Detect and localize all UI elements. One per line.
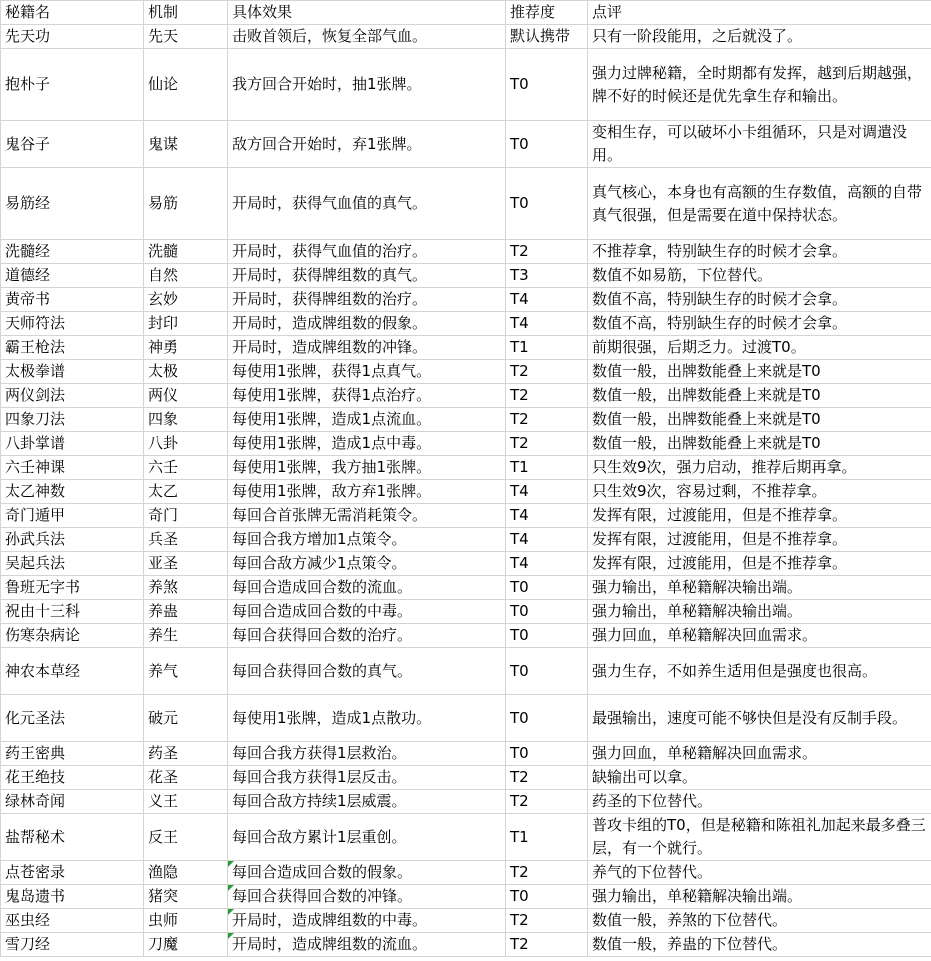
comment-cell[interactable]: 最强输出，速度可能不够快但是没有反制手段。 [588,695,931,742]
mechanism-cell[interactable]: 洗髓 [144,240,228,264]
header-row [1,1,931,25]
comment-indicator-icon [228,909,234,915]
recommendation-cell[interactable]: T0 [506,742,588,766]
comment-cell[interactable]: 真气核心，本身也有高额的生存数值，高额的自带真气很强，但是需要在道中保持状态。 [588,168,931,240]
recommendation-cell[interactable]: T2 [506,861,588,885]
recommendation-cell[interactable]: T0 [506,49,588,121]
book-name-cell[interactable]: 盐帮秘术 [1,814,144,861]
effect-cell[interactable]: 每回合敌方累计1层重创。 [228,814,506,861]
table-row [1,766,931,790]
table-row [1,576,931,600]
recommendation-cell[interactable]: T2 [506,240,588,264]
effect-text: 每回合获得回合数的冲锋。 [232,887,413,905]
book-name-cell[interactable]: 两仪剑法 [1,384,144,408]
mechanism-cell[interactable]: 玄妙 [144,288,228,312]
comment-cell[interactable]: 强力回血，单秘籍解决回血需求。 [588,742,931,766]
effect-cell[interactable]: 每回合首张牌无需消耗策令。 [228,504,506,528]
book-name-cell[interactable]: 神农本草经 [1,648,144,695]
book-name-cell[interactable]: 雪刀经 [1,933,144,957]
mechanism-cell[interactable]: 仙论 [144,49,228,121]
effect-cell[interactable]: 每使用1张牌，获得1点真气。 [228,360,506,384]
comment-cell[interactable]: 变相生存，可以破坏小卡组循环，只是对调遣没用。 [588,121,931,168]
comment-cell[interactable]: 数值一般，养蛊的下位替代。 [588,933,931,957]
table-row [1,480,931,504]
comment-cell[interactable]: 不推荐拿，特别缺生存的时候才会拿。 [588,240,931,264]
table-row [1,264,931,288]
table-row [1,552,931,576]
recommendation-cell[interactable]: T0 [506,576,588,600]
mechanism-cell[interactable]: 太乙 [144,480,228,504]
effect-cell[interactable]: 每使用1张牌，获得1点治疗。 [228,384,506,408]
comment-cell[interactable]: 数值一般，出牌数能叠上来就是T0 [588,360,931,384]
mechanism-cell[interactable]: 易筋 [144,168,228,240]
book-name-cell[interactable]: 巫虫经 [1,909,144,933]
recommendation-cell[interactable]: T1 [506,336,588,360]
mechanism-cell[interactable]: 太极 [144,360,228,384]
mechanism-cell[interactable]: 养生 [144,624,228,648]
recommendation-cell[interactable]: T2 [506,933,588,957]
comment-cell[interactable]: 只生效9次，强力启动，推荐后期再拿。 [588,456,931,480]
effect-cell[interactable]: 每回合获得回合数的真气。 [228,648,506,695]
recommendation-cell[interactable]: T1 [506,456,588,480]
table-row [1,600,931,624]
effect-cell[interactable]: 开局时，造成牌组数的冲锋。 [228,336,506,360]
recommendation-cell[interactable]: T2 [506,790,588,814]
recommendation-cell[interactable]: T0 [506,168,588,240]
book-name-cell[interactable]: 花王绝技 [1,766,144,790]
mechanism-cell[interactable]: 封印 [144,312,228,336]
mechanism-cell[interactable]: 刀魔 [144,933,228,957]
recommendation-cell[interactable]: T4 [506,528,588,552]
mechanism-cell[interactable]: 亚圣 [144,552,228,576]
recommendation-cell[interactable]: T4 [506,552,588,576]
header-name-cell[interactable]: 秘籍名 [1,1,144,25]
effect-cell[interactable]: 每回合造成回合数的流血。 [228,576,506,600]
book-name-cell[interactable]: 鲁班无字书 [1,576,144,600]
effect-cell[interactable]: 每使用1张牌，造成1点流血。 [228,408,506,432]
comment-cell[interactable]: 数值一般，出牌数能叠上来就是T0 [588,384,931,408]
comment-cell[interactable]: 药圣的下位替代。 [588,790,931,814]
mechanism-cell[interactable]: 养蛊 [144,600,228,624]
comment-cell[interactable]: 数值一般，出牌数能叠上来就是T0 [588,408,931,432]
header-effect-cell[interactable]: 具体效果 [228,1,506,25]
mechanism-cell[interactable]: 猪突 [144,885,228,909]
mechanism-cell[interactable]: 养煞 [144,576,228,600]
effect-cell[interactable]: 每使用1张牌，造成1点散功。 [228,695,506,742]
book-name-cell[interactable]: 化元圣法 [1,695,144,742]
table-row [1,168,931,240]
effect-cell[interactable]: 每使用1张牌，我方抽1张牌。 [228,456,506,480]
recommendation-cell[interactable]: T4 [506,504,588,528]
effect-cell[interactable]: 开局时，造成牌组数的假象。 [228,312,506,336]
comment-cell[interactable]: 数值一般，养煞的下位替代。 [588,909,931,933]
comment-cell[interactable]: 数值不高，特别缺生存的时候才会拿。 [588,312,931,336]
comment-cell[interactable]: 只生效9次，容易过剩，不推荐拿。 [588,480,931,504]
book-name-cell[interactable]: 道德经 [1,264,144,288]
recommendation-cell[interactable]: T2 [506,384,588,408]
recommendation-cell[interactable]: T2 [506,408,588,432]
table-row [1,933,931,957]
comment-indicator-icon [228,933,234,939]
comment-cell[interactable]: 强力输出，单秘籍解决输出端。 [588,576,931,600]
comment-cell[interactable]: 前期很强，后期乏力。过渡T0。 [588,336,931,360]
effect-cell[interactable]: 开局时，获得气血值的治疗。 [228,240,506,264]
book-name-cell[interactable]: 六壬神课 [1,456,144,480]
comment-cell[interactable]: 数值不高，特别缺生存的时候才会拿。 [588,288,931,312]
mechanism-cell[interactable]: 虫师 [144,909,228,933]
comment-cell[interactable]: 强力过牌秘籍，全时期都有发挥，越到后期越强，牌不好的时候还是优先拿生存和输出。 [588,49,931,121]
book-name-cell[interactable]: 洗髓经 [1,240,144,264]
comment-indicator-icon [228,885,234,891]
effect-cell[interactable]: 每回合敌方减少1点策令。 [228,552,506,576]
comment-cell[interactable]: 只有一阶段能用，之后就没了。 [588,25,931,49]
recommendation-cell[interactable]: T0 [506,121,588,168]
mechanism-cell[interactable]: 鬼谋 [144,121,228,168]
comment-cell[interactable]: 数值一般，出牌数能叠上来就是T0 [588,432,931,456]
effect-cell[interactable] [228,909,506,933]
effect-cell[interactable]: 开局时，获得牌组数的真气。 [228,264,506,288]
recommendation-cell[interactable]: T0 [506,695,588,742]
table-row [1,456,931,480]
recommendation-cell[interactable]: T2 [506,909,588,933]
book-name-cell[interactable]: 抱朴子 [1,49,144,121]
book-name-cell[interactable]: 太乙神数 [1,480,144,504]
recommendation-cell[interactable]: T4 [506,480,588,504]
header-mechanism-cell[interactable]: 机制 [144,1,228,25]
header-comment-cell[interactable]: 点评 [588,1,931,25]
table-row [1,360,931,384]
comment-cell[interactable]: 强力回血，单秘籍解决回血需求。 [588,624,931,648]
comment-indicator-icon [228,861,234,867]
mechanism-cell[interactable]: 四象 [144,408,228,432]
effect-cell[interactable]: 击败首领后，恢复全部气血。 [228,25,506,49]
book-name-cell[interactable]: 八卦掌谱 [1,432,144,456]
book-name-cell[interactable]: 天师符法 [1,312,144,336]
effect-cell[interactable] [228,933,506,957]
book-name-cell[interactable]: 伤寒杂病论 [1,624,144,648]
mechanism-cell[interactable]: 神勇 [144,336,228,360]
book-name-cell[interactable]: 先天功 [1,25,144,49]
mechanism-cell[interactable]: 奇门 [144,504,228,528]
comment-cell[interactable]: 强力输出，单秘籍解决输出端。 [588,600,931,624]
table-row [1,49,931,121]
comment-cell[interactable]: 缺输出可以拿。 [588,766,931,790]
recommendation-cell[interactable]: T2 [506,766,588,790]
recommendation-cell[interactable]: T2 [506,432,588,456]
table-row [1,121,931,168]
table-row [1,742,931,766]
comment-cell[interactable]: 强力输出，单秘籍解决输出端。 [588,885,931,909]
recommendation-cell[interactable]: T0 [506,624,588,648]
mechanism-cell[interactable]: 两仪 [144,384,228,408]
mechanism-cell[interactable]: 花圣 [144,766,228,790]
book-name-cell[interactable]: 鬼岛遗书 [1,885,144,909]
table-row [1,288,931,312]
book-name-cell[interactable]: 太极拳谱 [1,360,144,384]
recommendation-cell[interactable]: 默认携带 [506,25,588,49]
table-row [1,909,931,933]
effect-cell[interactable]: 每使用1张牌，敌方弃1张牌。 [228,480,506,504]
table-row [1,624,931,648]
table-body [1,1,931,957]
mechanism-cell[interactable]: 六壬 [144,456,228,480]
mechanism-cell[interactable]: 先天 [144,25,228,49]
comment-cell[interactable]: 数值不如易筋，下位替代。 [588,264,931,288]
mechanism-cell[interactable]: 破元 [144,695,228,742]
recommendation-cell[interactable]: T4 [506,288,588,312]
mechanism-cell[interactable]: 八卦 [144,432,228,456]
book-name-cell[interactable]: 黄帝书 [1,288,144,312]
effect-text: 开局时，造成牌组数的中毒。 [232,911,428,929]
comment-cell[interactable]: 发挥有限，过渡能用，但是不推荐拿。 [588,504,931,528]
effect-cell[interactable]: 每回合我方获得1层反击。 [228,766,506,790]
recommendation-cell[interactable]: T4 [506,312,588,336]
mechanism-cell[interactable]: 兵圣 [144,528,228,552]
table-row [1,695,931,742]
table-row [1,384,931,408]
effect-cell[interactable]: 每回合我方增加1点策令。 [228,528,506,552]
book-name-cell[interactable]: 奇门遁甲 [1,504,144,528]
table-row [1,240,931,264]
effect-cell[interactable] [228,885,506,909]
effect-cell[interactable] [228,861,506,885]
effect-cell[interactable]: 我方回合开始时，抽1张牌。 [228,49,506,121]
table-row [1,648,931,695]
book-name-cell[interactable]: 四象刀法 [1,408,144,432]
table-row [1,336,931,360]
book-name-cell[interactable]: 易筋经 [1,168,144,240]
recommendation-cell[interactable]: T3 [506,264,588,288]
book-name-cell[interactable]: 药王密典 [1,742,144,766]
comment-cell[interactable]: 强力生存，不如养生适用但是强度也很高。 [588,648,931,695]
effect-cell[interactable]: 每使用1张牌，造成1点中毒。 [228,432,506,456]
header-recommendation-cell[interactable]: 推荐度 [506,1,588,25]
recommendation-cell[interactable]: T2 [506,360,588,384]
table-row [1,432,931,456]
book-name-cell[interactable]: 吴起兵法 [1,552,144,576]
book-name-cell[interactable]: 绿林奇闻 [1,790,144,814]
effect-cell[interactable]: 开局时，获得气血值的真气。 [228,168,506,240]
mechanism-cell[interactable]: 渔隐 [144,861,228,885]
effect-cell[interactable]: 每回合造成回合数的中毒。 [228,600,506,624]
effect-cell[interactable]: 开局时，获得牌组数的治疗。 [228,288,506,312]
effect-cell[interactable]: 敌方回合开始时，弃1张牌。 [228,121,506,168]
effect-cell[interactable]: 每回合敌方持续1层威震。 [228,790,506,814]
comment-cell[interactable]: 发挥有限，过渡能用，但是不推荐拿。 [588,528,931,552]
book-name-cell[interactable]: 霸王枪法 [1,336,144,360]
table-row [1,885,931,909]
mechanism-cell[interactable]: 药圣 [144,742,228,766]
book-name-cell[interactable]: 孙武兵法 [1,528,144,552]
table-row [1,861,931,885]
mechanism-cell[interactable]: 自然 [144,264,228,288]
effect-text: 每回合造成回合数的假象。 [232,863,413,881]
effect-cell[interactable]: 每回合我方获得1层救治。 [228,742,506,766]
book-name-cell[interactable]: 祝由十三科 [1,600,144,624]
table-row [1,25,931,49]
table-row [1,408,931,432]
table-row [1,814,931,861]
mechanism-cell[interactable]: 养气 [144,648,228,695]
mechanism-cell[interactable]: 反王 [144,814,228,861]
effect-text: 开局时，造成牌组数的流血。 [232,935,428,953]
comment-cell[interactable]: 养气的下位替代。 [588,861,931,885]
table-row [1,504,931,528]
effect-cell[interactable]: 每回合获得回合数的治疗。 [228,624,506,648]
recommendation-cell[interactable]: T0 [506,600,588,624]
recommendation-cell[interactable]: T0 [506,648,588,695]
recommendation-cell[interactable]: T0 [506,885,588,909]
table-row [1,528,931,552]
comment-cell[interactable]: 发挥有限，过渡能用，但是不推荐拿。 [588,552,931,576]
table-row [1,790,931,814]
book-name-cell[interactable]: 鬼谷子 [1,121,144,168]
recommendation-cell[interactable]: T1 [506,814,588,861]
comment-cell[interactable]: 普攻卡组的T0，但是秘籍和陈祖礼加起来最多叠三层，有一个就行。 [588,814,931,861]
mechanism-cell[interactable]: 义王 [144,790,228,814]
book-name-cell[interactable]: 点苍密录 [1,861,144,885]
table-row [1,312,931,336]
